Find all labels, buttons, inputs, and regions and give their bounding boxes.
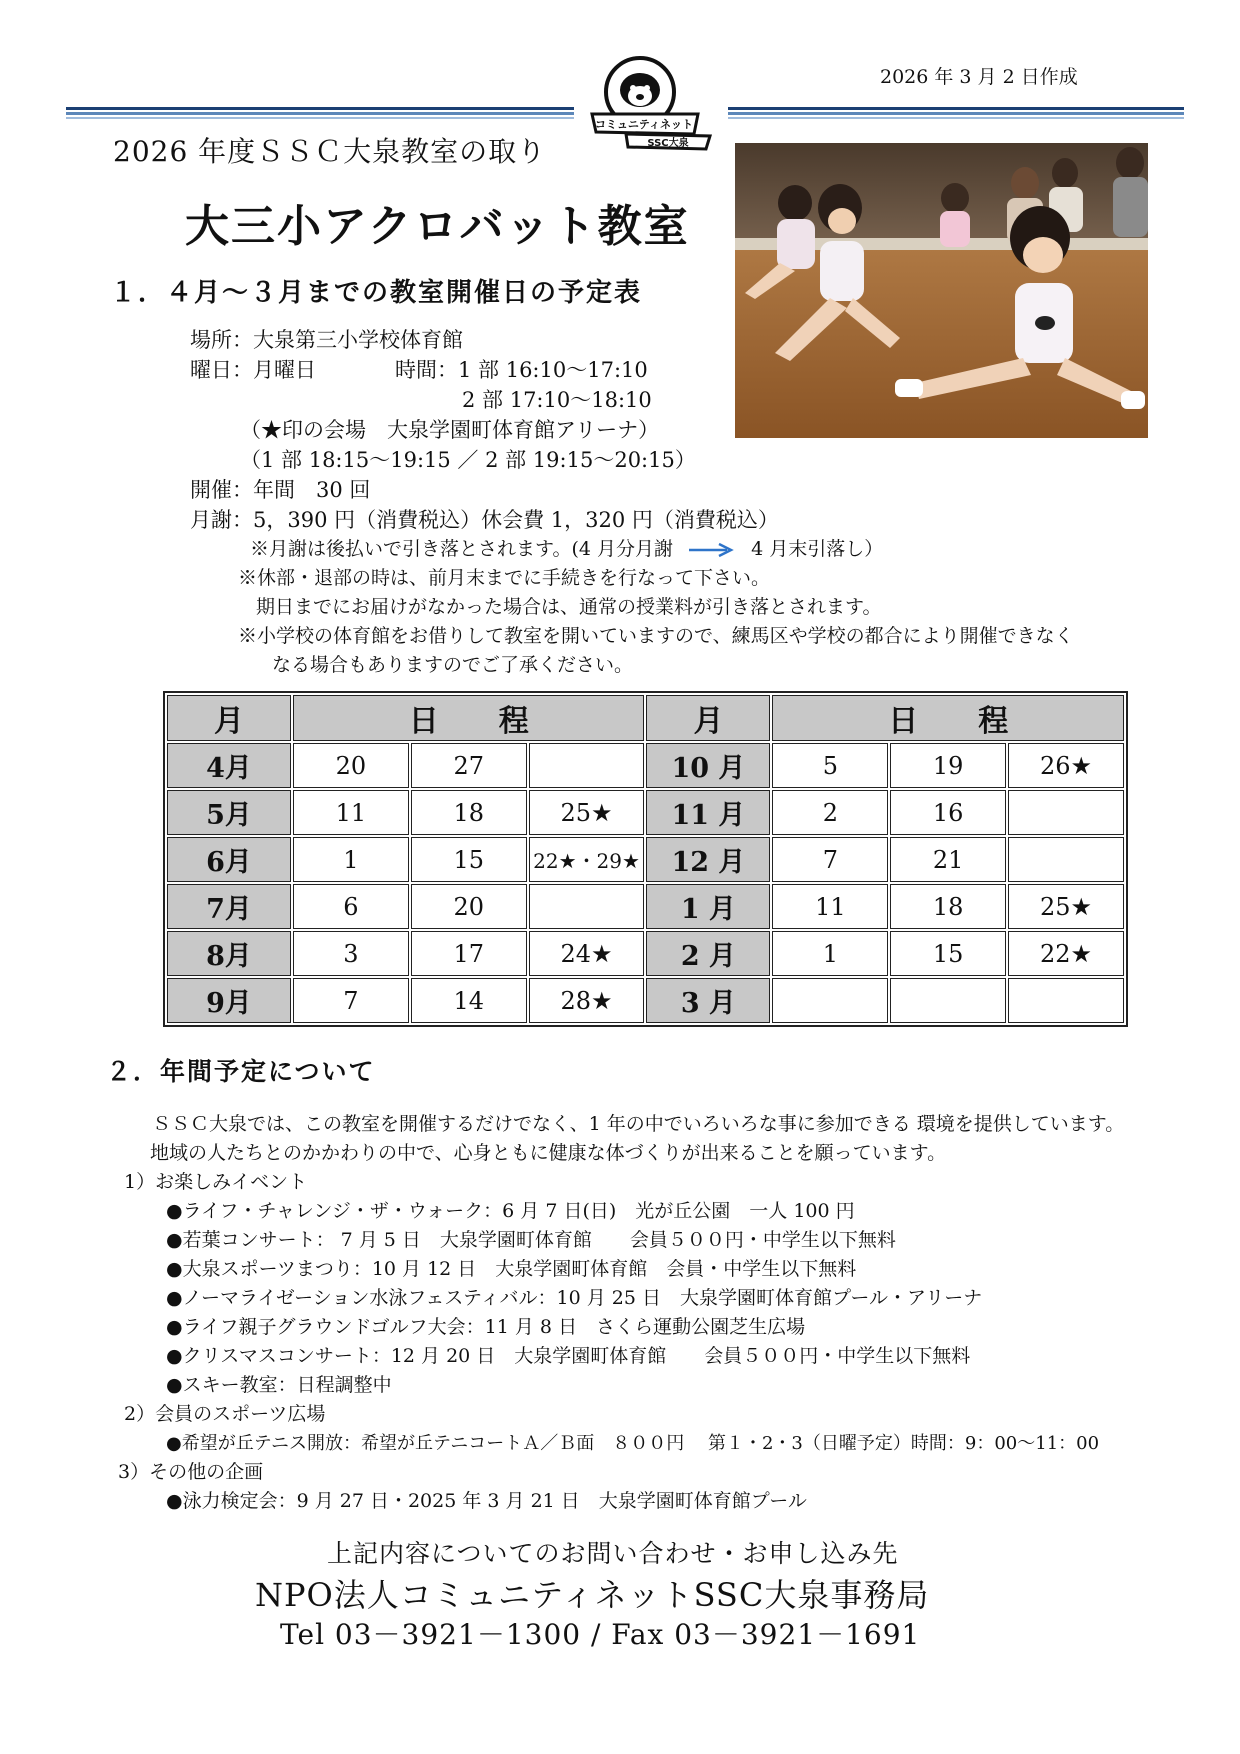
contact-organization: NPO法人コミュニティネットSSC大泉事務局 [255, 1576, 930, 1614]
date-cell: 7 [772, 837, 888, 882]
table-row [167, 978, 1124, 1023]
month-cell: 12 月 [646, 837, 770, 882]
month-cell: 10 月 [646, 743, 770, 788]
count-text: 開催：年間 30 回 [190, 478, 371, 502]
date-cell: 25★ [1008, 884, 1124, 929]
note-withdraw: ※休部・退部の時は、前月末までに手続きを行なって下さい。 [238, 567, 771, 589]
date-cell [1008, 837, 1124, 882]
section1-heading: １．４月〜３月までの教室開催日の予定表 [110, 278, 643, 308]
date-cell: 15 [890, 931, 1006, 976]
list-item: ●ノーマライゼーション水泳フェスティバル：10 月 25 日 大泉学園町体育館プール・アリーナ [166, 1287, 983, 1309]
arrow-right-icon [687, 542, 737, 558]
table-row [167, 837, 1124, 882]
table-row [167, 931, 1124, 976]
list-item: ●ライフ親子グラウンドゴルフ大会：11 月 8 日 さくら運動公園芝生広場 [166, 1316, 806, 1338]
date-cell: 1 [772, 931, 888, 976]
date-cell: 11 [293, 790, 409, 835]
date-cell: 20 [411, 884, 527, 929]
star-time-text: （1 部 18:15〜19:15 ／ 2 部 19:15〜20:15） [240, 448, 696, 472]
date-cell [1008, 978, 1124, 1023]
day-text: 曜日：月曜日 [190, 358, 316, 382]
date-cell [529, 884, 645, 929]
events-subheading: 1）お楽しみイベント [124, 1171, 308, 1193]
list-item: ●スキー教室：日程調整中 [166, 1374, 392, 1396]
month-cell: 7月 [167, 884, 291, 929]
time1-text: 時間：1 部 16:10〜17:10 [395, 358, 648, 382]
section2-heading: ２．年間予定について [106, 1057, 376, 1086]
schedule-table [163, 691, 1128, 1027]
month-cell: 5月 [167, 790, 291, 835]
date-cell: 16 [890, 790, 1006, 835]
header-band-right [728, 107, 1184, 119]
date-cell: 7 [293, 978, 409, 1023]
list-item: ●泳力検定会：9 月 27 日・2025 年 3 月 21 日 大泉学園町体育館プール [166, 1490, 807, 1512]
date-cell: 24★ [529, 931, 645, 976]
ssc-logo [578, 52, 718, 152]
table-row [167, 790, 1124, 835]
time2-text: 2 部 17:10〜18:10 [462, 388, 652, 412]
note-apology: なる場合もありますのでご了承ください。 [272, 654, 634, 676]
date-cell: 3 [293, 931, 409, 976]
note-deadline: 期日までにお届けがなかった場合は、通常の授業料が引き落とされます。 [256, 596, 882, 618]
header-band-left [66, 107, 574, 119]
list-item: ●ライフ・チャレンジ・ザ・ウォーク：6 月 7 日(日) 光が丘公園 一人 100 円 [166, 1200, 855, 1222]
dates-header-right: 日 程 [772, 695, 1124, 741]
date-cell: 6 [293, 884, 409, 929]
place-text: 場所：大泉第三小学校体育館 [190, 328, 463, 352]
month-cell: 4月 [167, 743, 291, 788]
sports-subheading: 2）会員のスポーツ広場 [124, 1403, 326, 1425]
subtitle: 2026 年度ＳＳＣ大泉教室の取り [113, 135, 547, 168]
date-cell: 22★・29★ [529, 837, 645, 882]
date-cell: 2 [772, 790, 888, 835]
intro-line-2: 地域の人たちとのかかわりの中で、心身ともに健康な体づくりが出来ることを願っています。 [150, 1142, 947, 1164]
month-cell: 9月 [167, 978, 291, 1023]
note-payment-a: ※月謝は後払いで引き落とされます。(4 月分月謝 [250, 538, 674, 560]
fee-text: 月謝：5，390 円（消費税込）休会費 1，320 円（消費税込） [190, 508, 779, 532]
contact-heading: 上記内容についてのお問い合わせ・お申し込み先 [327, 1539, 899, 1568]
date-cell: 22★ [1008, 931, 1124, 976]
table-row [167, 743, 1124, 788]
list-item: ●大泉スポーツまつり：10 月 12 日 大泉学園町体育館 会員・中学生以下無料 [166, 1258, 857, 1280]
month-cell: 8月 [167, 931, 291, 976]
date-cell: 21 [890, 837, 1006, 882]
list-item: ●若葉コンサート： 7 月 5 日 大泉学園町体育館 会員５００円・中学生以下無料 [166, 1229, 896, 1251]
note-payment [250, 535, 883, 564]
date-cell: 14 [411, 978, 527, 1023]
date-cell: 25★ [529, 790, 645, 835]
date-cell: 11 [772, 884, 888, 929]
date-cell: 28★ [529, 978, 645, 1023]
month-header-right: 月 [646, 695, 770, 741]
date-cell: 17 [411, 931, 527, 976]
list-item: ●クリスマスコンサート：12 月 20 日 大泉学園町体育館 会員５００円・中学生以下無料 [166, 1345, 971, 1367]
month-cell: 11 月 [646, 790, 770, 835]
table-row [167, 884, 1124, 929]
date-cell: 18 [411, 790, 527, 835]
dates-header-left: 日 程 [293, 695, 644, 741]
note-gym: ※小学校の体育館をお借りして教室を開いていますので、練馬区や学校の都合により開催できなく [238, 625, 1074, 647]
logo-text-bottom: SSC大泉 [647, 138, 689, 149]
class-photo [735, 143, 1148, 438]
page-title: 大三小アクロバット教室 [185, 201, 690, 252]
date-cell: 26★ [1008, 743, 1124, 788]
date-cell: 5 [772, 743, 888, 788]
date-cell: 19 [890, 743, 1006, 788]
month-cell: 6月 [167, 837, 291, 882]
date-cell: 20 [293, 743, 409, 788]
date-cell: 18 [890, 884, 1006, 929]
list-item: ●希望が丘テニス開放：希望が丘テニコートＡ／Ｂ面 ８００円 第１・2・3（日曜予定）時間：9：00〜11：00 [166, 1433, 1100, 1454]
date-cell [529, 743, 645, 788]
date-cell: 27 [411, 743, 527, 788]
other-subheading: 3）その他の企画 [118, 1461, 264, 1483]
month-header-left: 月 [167, 695, 291, 741]
date-cell: 15 [411, 837, 527, 882]
logo-text-top: コミュニティネット [595, 118, 693, 131]
date-cell [1008, 790, 1124, 835]
month-cell: 3 月 [646, 978, 770, 1023]
date-cell [890, 978, 1006, 1023]
month-cell: 2 月 [646, 931, 770, 976]
contact-phones: Tel 03－3921－1300 / Fax 03－3921－1691 [280, 1618, 921, 1651]
created-date: 2026 年 3 月 2 日作成 [880, 66, 1078, 88]
date-cell [772, 978, 888, 1023]
intro-line-1: ＳＳＣ大泉では、この教室を開催するだけでなく、1 年の中でいろいろな事に参加できる 環境を提供しています。 [152, 1113, 1125, 1135]
star-venue-text: （★印の会場 大泉学園町体育館アリーナ） [240, 418, 660, 442]
note-payment-b: 4 月末引落し） [751, 538, 884, 560]
month-cell: 1 月 [646, 884, 770, 929]
date-cell: 1 [293, 837, 409, 882]
